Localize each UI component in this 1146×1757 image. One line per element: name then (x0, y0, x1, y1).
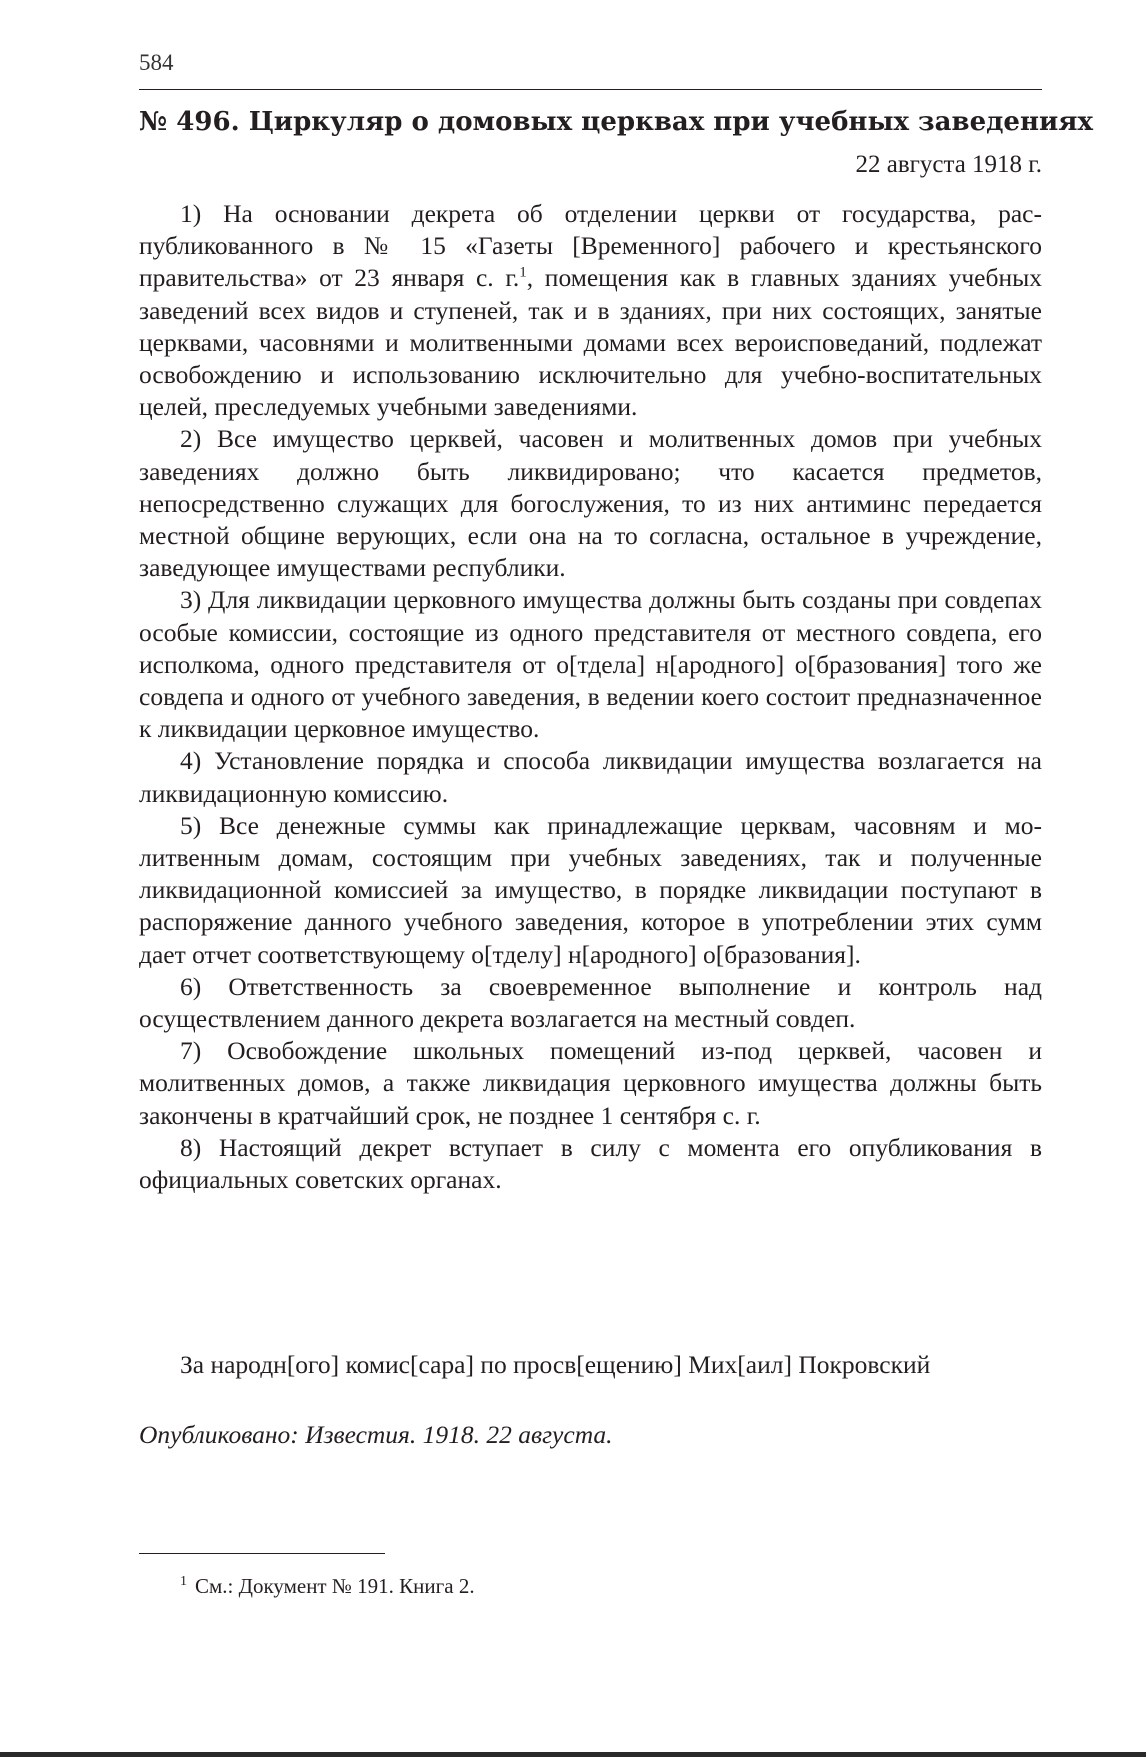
document-title: № 496. Циркуляр о домовых церквах при учебных заведениях (139, 107, 1094, 137)
scan-bottom-edge (0, 1752, 1146, 1757)
footnote-rule (139, 1553, 385, 1554)
paragraph-8: 8) Настоящий декрет вступает в силу с момента его опубликования в официальных советских органах. (139, 1132, 1042, 1195)
paragraph-2: 2) Все имущество церквей, часовен и молитвенных домов при учебных заведениях должно быть ликвидировано; что касается предметов, непосредственно служащих для богослужения, то из них антиминс передается местной общине верующих, если она на то согласна, остальное в учреждение, заведующее имуществами республики. (139, 424, 1042, 583)
paragraph-1-part-a: 1) На основании декрета об отделении церкви от государства, распубликованного в № 15 «Газеты [Временного] рабочего и крестьянского правительства» от 23 января с. г. (139, 199, 1042, 293)
document-date: 22 августа 1918 г. (855, 151, 1042, 178)
paragraph-5: 5) Все денежные суммы как принадлежащие церквам, часовням и молитвенным домам, состоящим при учебных заведениях, так и полученные ликвидационной комиссией за имущество, в порядке ликвидации поступают в распоряжение данного учебного заведения, которое в употреблении этих сумм дает отчет соответствующему о[тделу] н[ародного] о[бразования]. (139, 810, 1042, 969)
document-body (139, 198, 1042, 1196)
paragraph-1 (139, 198, 1042, 423)
page-number: 584 (139, 50, 174, 75)
publication-note: Опубликовано: Известия. 1918. 22 августа. (139, 1420, 613, 1449)
paragraph-1-part-b: , помещения как в главных зданиях учебных заведений всех видов и ступеней, так и в зданиях, при них состоящих, занятые церквами, часовнями и молитвенными домами всех вероисповеданий, подлежат освобождению и использованию исключительно для учебно-воспитательных целей, преследуемых учебными заведениями. (139, 263, 1042, 422)
signature-line: За народн[ого] комис[сара] по просв[ещению] Мих[аил] Покровский (180, 1350, 931, 1379)
footnote (180, 1572, 475, 1600)
paragraph-4: 4) Установление порядка и способа ликвидации имущества возлагается на ликвидационную комиссию. (139, 746, 1042, 808)
paragraph-7: 7) Освобождение школьных помещений из-под церквей, часовен и молитвенных домов, а также ликвидация церковного имущества должны быть закончены в кратчайший срок, не позднее 1 сентября с. г. (139, 1036, 1042, 1130)
footnote-text: См.: Документ № 191. Книга 2. (195, 1574, 475, 1598)
footnote-reference[interactable]: 1 (519, 264, 527, 281)
footnote-marker: 1 (180, 1574, 187, 1589)
header-rule (139, 89, 1042, 90)
paragraph-3: 3) Для ликвидации церковного имущества должны быть созданы при совдепах особые комиссии, состоящие из одного представителя от местного совдепа, его исполкома, одного представителя от о[тдела] н[ародного] о[бразования] того же совдепа и одного от учебного заведения, в ведении коего состоит предназначенное к ликвидации церковное имущество. (139, 585, 1042, 744)
paragraph-6: 6) Ответственность за своевременное выполнение и контроль над осуществлением данного декрета возлагается на местный совдеп. (139, 971, 1042, 1034)
